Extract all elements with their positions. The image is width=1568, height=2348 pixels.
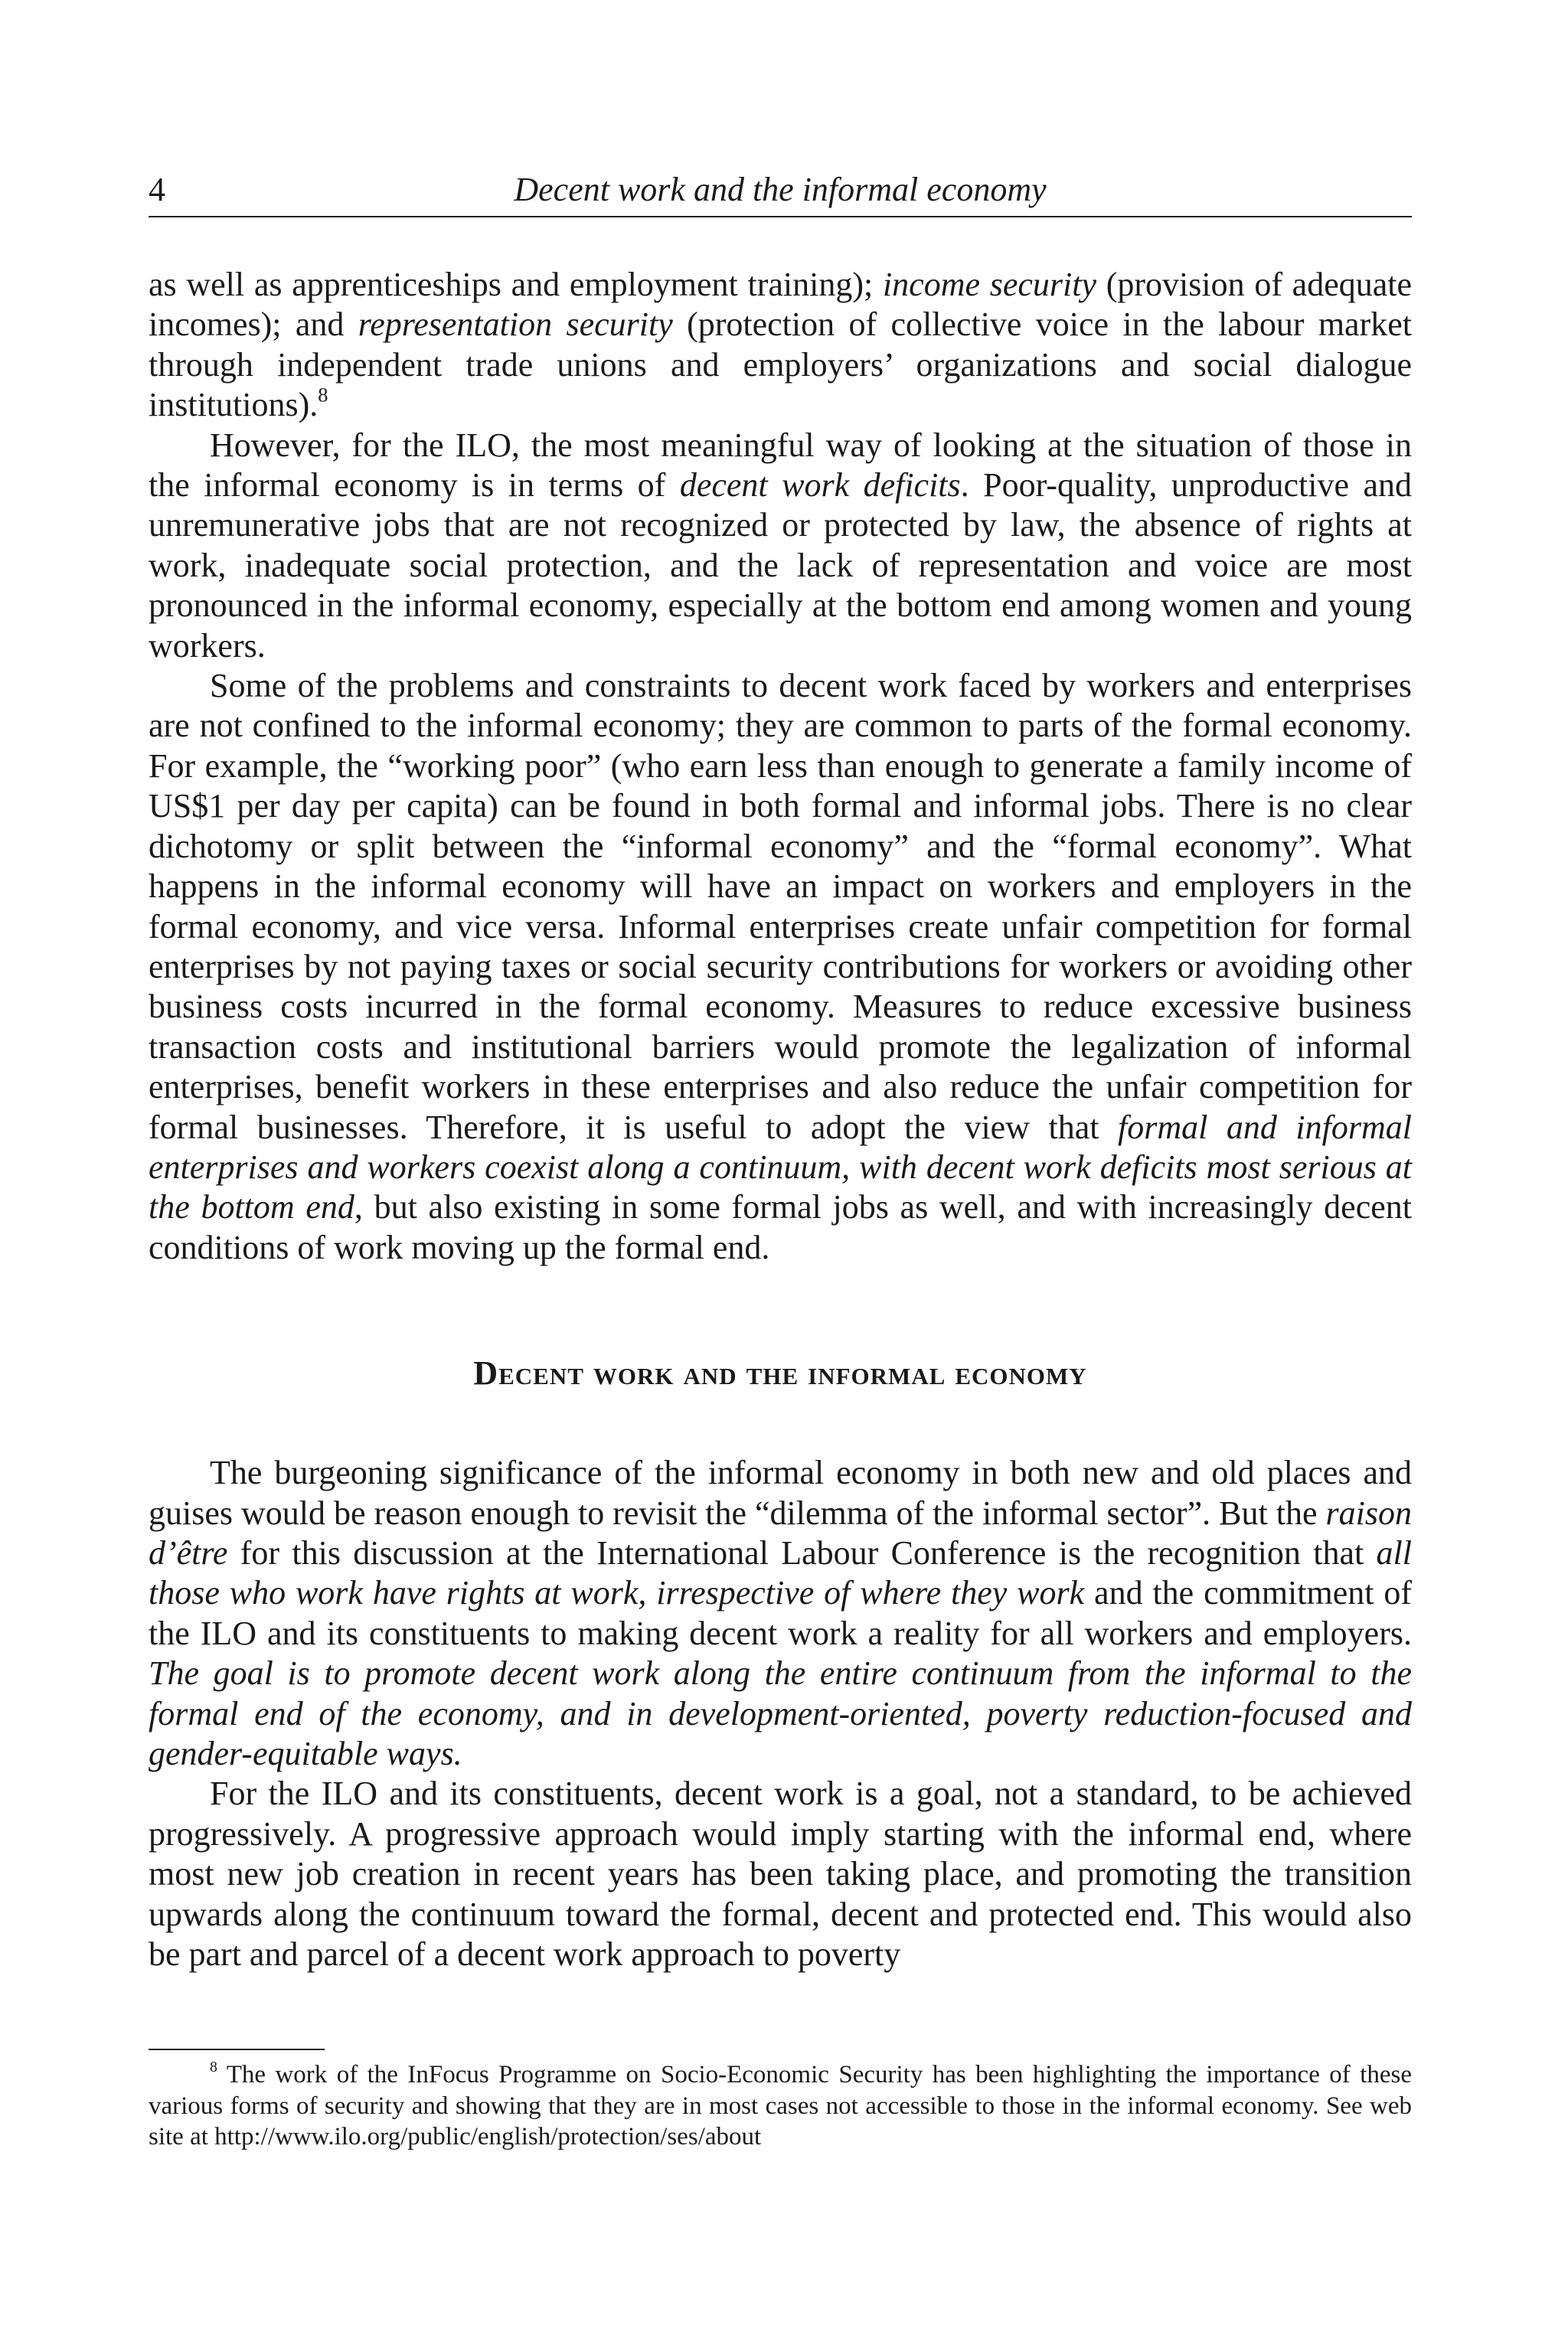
footnote-reference: 8 xyxy=(318,383,328,407)
section-heading-block xyxy=(149,1268,1412,1453)
bottom-paragraphs xyxy=(149,1453,1412,1974)
paragraph-p5 xyxy=(149,1774,1412,1974)
section-heading xyxy=(149,1354,1412,1395)
text-run: However, for the ILO, the most meaningful way of looking at the situation of those in the informal economy is in terms of xyxy=(149,426,1412,505)
italic-text: decent work deficits xyxy=(679,466,961,505)
italic-text: formal and informal enterprises and workers coexist along a continuum, with decent work deficits most serious at the bottom end xyxy=(149,1108,1412,1226)
text-run: and the commitment of the ILO and its constituents to making decent work a reality for all workers and employers. xyxy=(149,1574,1412,1652)
paragraph-p4 xyxy=(149,1453,1412,1774)
footnote-rule xyxy=(149,2049,325,2050)
italic-text: all those who work have rights at work, irrespective of where they work xyxy=(149,1533,1412,1612)
paragraph-p1 xyxy=(149,265,1412,426)
footnote-marker: 8 xyxy=(210,2059,217,2076)
italic-text: income security xyxy=(882,266,1097,303)
text-run: . Poor-quality, unproductive and unremunerative jobs that are not recognized or protected by law, the absence of rights at work, inadequate social protection, and the lack of representation and voice are most pronounced in the informal economy, especially at the bottom end among women and young workers. xyxy=(149,466,1412,665)
footnote-text: The work of the InFocus Programme on Socio-Economic Security has been highlighting the importance of these various forms of security and showing that they are in most cases not accessible to those in the informal economy. See web site at http://www.ilo.org/public/english/protection/ses/about xyxy=(149,2061,1412,2150)
page-number: 4 xyxy=(149,171,165,208)
italic-text: raison d’être xyxy=(149,1494,1412,1572)
section-heading-text: Decent work and the informal economy xyxy=(473,1354,1087,1393)
text-run: The burgeoning significance of the informal economy in both new and old places and guises would be reason enough to revisit the “dilemma of the informal sector”. But the xyxy=(149,1454,1412,1532)
running-title: Decent work and the informal economy xyxy=(514,171,1047,208)
italic-text: representation security xyxy=(358,305,673,344)
text-run: (provision of adequate incomes); and xyxy=(149,266,1413,344)
paragraph-p2 xyxy=(149,426,1412,666)
text-run: For the ILO and its constituents, decent work is a goal, not a standard, to be achieved progressively. A progressive approach would imply starting with the informal end, where most new job creation in recent years has been taking place, and promoting the transition upwards along the continuum toward the formal, decent and protected end. This would also be part and parcel of a decent work approach to poverty xyxy=(149,1775,1412,1974)
running-header xyxy=(149,162,1412,217)
italic-text: The goal is to promote decent work along the entire continuum from the informal to the formal end of the economy, and in development-oriented, poverty reduction-focused and gender-equitable ways. xyxy=(149,1654,1412,1772)
paragraph-p3 xyxy=(149,666,1412,1268)
text-run: (protection of collective voice in the labour market through independent trade unions and employers’ organizations and social dialogue institutions). xyxy=(149,305,1412,424)
text-run: for this discussion at the International Labour Conference is the recognition that xyxy=(227,1533,1377,1572)
text-run: Some of the problems and constraints to decent work faced by workers and enterprises are not confined to the informal economy; they are common to parts of the formal economy. For example, the “working poor” (who earn less than enough to generate a family income of US$1 per day per capita) can be found in both formal and informal jobs. There is no clear dichotomy or split between the “informal economy” and the “formal economy”. What happens in the informal economy will have an impact on workers and employers in the formal economy, and vice versa. Informal enterprises create unfair competition for formal enterprises by not paying taxes or social security contributions for workers or avoiding other business costs incurred in the formal economy. Measures to reduce excessive business transaction costs and institutional barriers would promote the legalization of informal enterprises, benefit workers in these enterprises and also reduce the unfair competition for formal businesses. Therefore, it is useful to adopt the view that xyxy=(149,667,1412,1146)
text-run: , but also existing in some formal jobs as well, and with increasingly decent conditions of work moving up the formal end. xyxy=(149,1188,1412,1266)
body-text xyxy=(149,265,1412,1974)
footnote-8 xyxy=(149,2059,1412,2153)
text-run: as well as apprenticeships and employment training); xyxy=(149,266,883,303)
top-paragraphs xyxy=(149,265,1412,1268)
